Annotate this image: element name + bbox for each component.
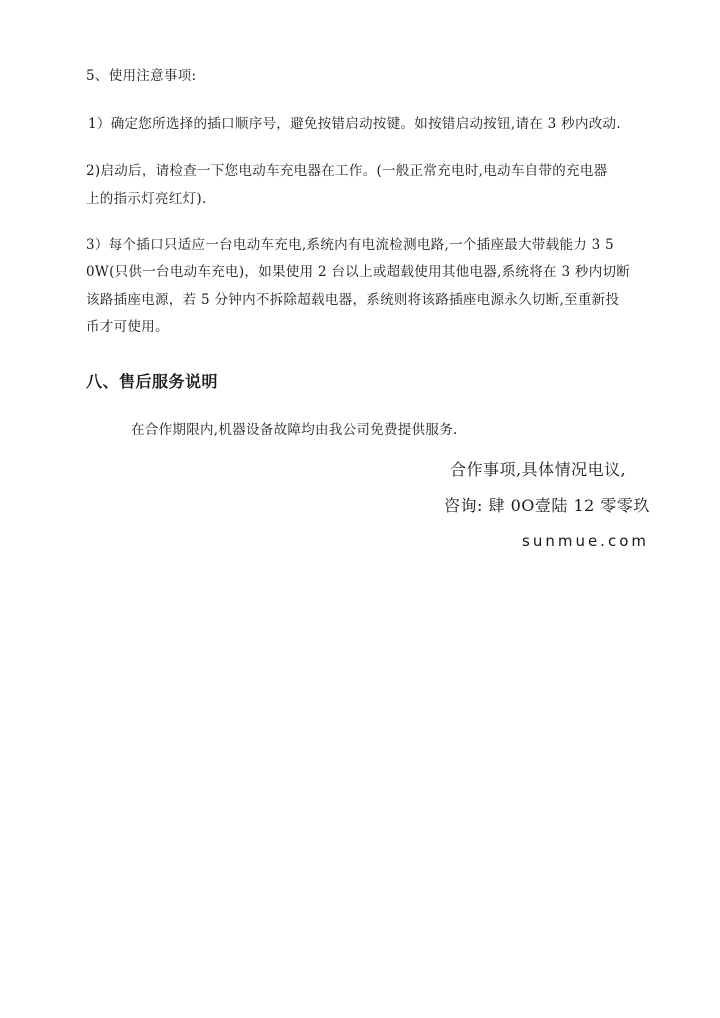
section5-item1: 1）确定您所选择的插口顺序号，避免按错启动按键。如按错启动按钮,请在 3 秒内改动. <box>88 116 621 132</box>
section5-title: 5、使用注意事项: <box>86 68 197 84</box>
section5-item2-line1: 2)启动后，请检查一下您电动车充电器在工作。(一般正常充电时,电动车自带的充电器 <box>86 163 608 179</box>
section5-item3-line1: 3）每个插口只适应一台电动车充电,系统内有电流检测电路,一个插座最大带载能力 3 5 <box>86 237 615 253</box>
contact-line1: 合作事项,具体情况电议, <box>450 460 627 479</box>
section5-item3-line2: 0W(只供一台电动车充电)，如果使用 2 台以上或超载使用其他电器,系统将在 3 秒内切断 <box>86 264 631 280</box>
section8-heading: 八、售后服务说明 <box>86 372 219 391</box>
section5-item2-line2: 上的指示灯亮红灯). <box>86 191 207 207</box>
section5-item3-line4: 币才可使用。 <box>86 319 169 335</box>
contact-line2: 咨询: 肆 0O壹陆 12 零零玖 <box>444 496 650 515</box>
section5-item3-line3: 该路插座电源，若 5 分钟内不拆除超载电器，系统则将该路插座电源永久切断,至重新投 <box>86 292 620 308</box>
website-link[interactable]: sunmue.com <box>522 532 649 550</box>
section8-body: 在合作期限内,机器设备故障均由我公司免费提供服务. <box>131 422 458 438</box>
